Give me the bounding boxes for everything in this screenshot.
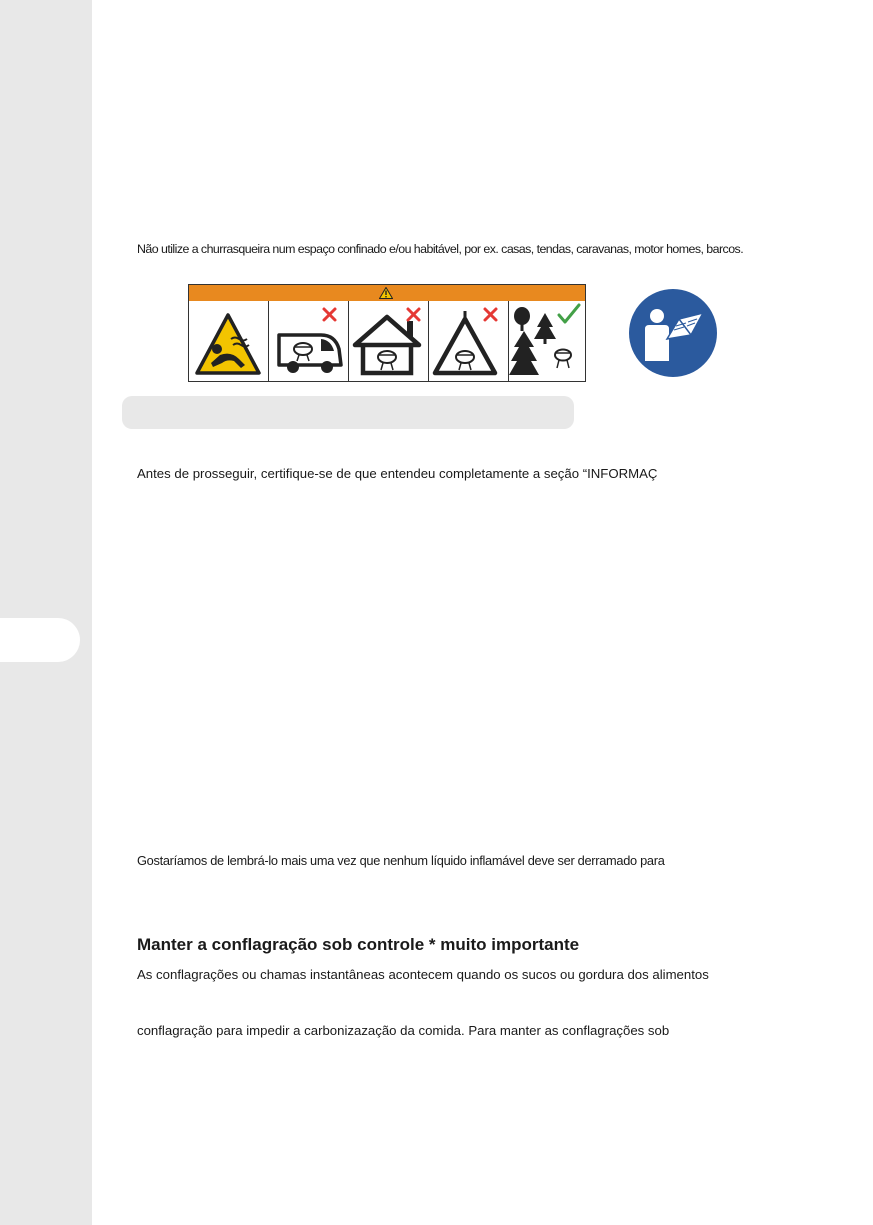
no-tent-cell bbox=[428, 301, 509, 381]
no-house-icon bbox=[349, 301, 429, 381]
section-heading: Manter a conflagração sob controle * muito importante bbox=[137, 935, 580, 954]
asphyxiation-hazard-cell bbox=[189, 301, 268, 381]
no-caravan-icon bbox=[269, 301, 349, 381]
warning-bar bbox=[189, 285, 585, 301]
paragraph-line-1: As conflagrações ou chamas instantâneas acontecem quando os sucos ou gordura dos alimentos bbox=[137, 967, 709, 982]
warning-triangle-icon bbox=[379, 287, 393, 299]
no-caravan-cell bbox=[268, 301, 349, 381]
prerequisite-sentence: Antes de prosseguir, certifique-se de que entendeu completamente a seção “INFORMAÇ bbox=[137, 466, 658, 481]
outdoors-allowed-icon bbox=[509, 301, 585, 381]
cross-mark-icon bbox=[324, 309, 335, 320]
safety-pictogram-strip bbox=[188, 284, 586, 382]
section-header-band bbox=[122, 396, 574, 429]
cross-mark-icon bbox=[485, 309, 496, 320]
outdoors-allowed-cell bbox=[508, 301, 585, 381]
flammable-liquid-reminder: Gostaríamos de lembrá-lo mais uma vez que nenhum líquido inflamável deve ser derramado para bbox=[137, 853, 665, 868]
check-mark-icon bbox=[559, 305, 579, 322]
paragraph-line-2: conflagração para impedir a carbonizazação da comida. Para manter as conflagrações sob bbox=[137, 1023, 670, 1038]
cross-mark-icon bbox=[408, 309, 419, 320]
chapter-tab bbox=[0, 618, 80, 662]
asphyxiation-hazard-icon bbox=[189, 301, 268, 381]
confined-space-warning: Não utilize a churrasqueira num espaço confinado e/ou habitável, por ex. casas, tendas, caravanas, motor homes, barcos. bbox=[137, 242, 744, 256]
no-house-cell bbox=[348, 301, 429, 381]
no-tent-icon bbox=[429, 301, 509, 381]
page-margin-sidebar bbox=[0, 0, 92, 1225]
read-manual-icon bbox=[629, 289, 717, 377]
